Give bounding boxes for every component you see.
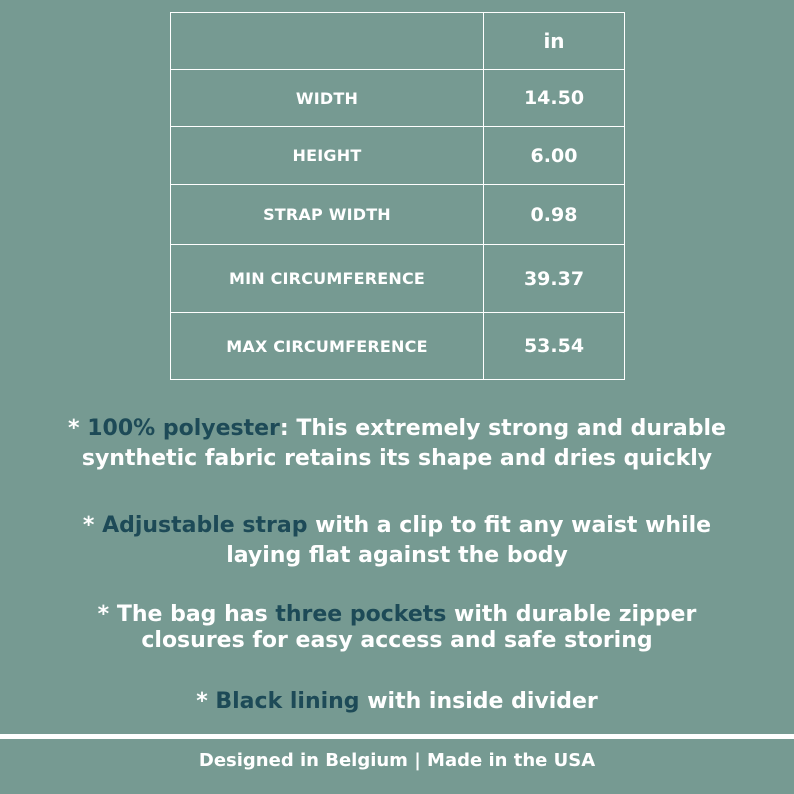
feature-line [0, 414, 794, 444]
feature-line [0, 602, 794, 628]
feature-text: with durable zipper [446, 602, 697, 627]
row-value: 6.00 [484, 127, 625, 185]
feature-lining [0, 687, 794, 717]
row-label: STRAP WIDTH [171, 185, 484, 245]
feature-line: closures for easy access and safe storing [141, 628, 653, 653]
table-header-row [171, 13, 625, 70]
feature-highlight: 100% polyester [87, 416, 280, 441]
row-value: 14.50 [484, 70, 625, 127]
row-label: MAX CIRCUMFERENCE [171, 313, 484, 380]
feature-highlight: Black lining [215, 689, 360, 714]
row-value: 0.98 [484, 185, 625, 245]
feature-text: with inside divider [359, 689, 598, 714]
table-row [171, 127, 625, 185]
feature-prefix: * The bag has [97, 602, 276, 627]
row-value: 53.54 [484, 313, 625, 380]
row-label: MIN CIRCUMFERENCE [171, 245, 484, 313]
table-row [171, 70, 625, 127]
table-row [171, 185, 625, 245]
row-label: WIDTH [171, 70, 484, 127]
feature-highlight: three pockets [275, 602, 447, 627]
row-value: 39.37 [484, 245, 625, 313]
feature-pockets [0, 602, 794, 654]
feature-prefix: * [82, 513, 103, 538]
feature-text: : This extremely strong and durable [279, 416, 726, 441]
feature-prefix: * [196, 689, 216, 714]
table-row [171, 245, 625, 313]
feature-line [0, 687, 794, 717]
footer-text: Designed in Belgium | Made in the USA [198, 750, 596, 771]
feature-prefix: * [68, 416, 88, 441]
table-row [171, 313, 625, 380]
feature-line [0, 511, 794, 541]
feature-polyester [0, 414, 794, 474]
empty-header-cell [171, 13, 484, 70]
feature-text: with a clip to fit any waist while [307, 513, 712, 538]
unit-header: in [484, 13, 625, 70]
row-label: HEIGHT [171, 127, 484, 185]
feature-line: laying flat against the body [226, 543, 568, 568]
footer-divider [0, 734, 794, 739]
feature-line: synthetic fabric retains its shape and dries quickly [81, 446, 713, 471]
feature-strap [0, 511, 794, 571]
size-table [170, 12, 625, 380]
feature-highlight: Adjustable strap [102, 513, 308, 538]
